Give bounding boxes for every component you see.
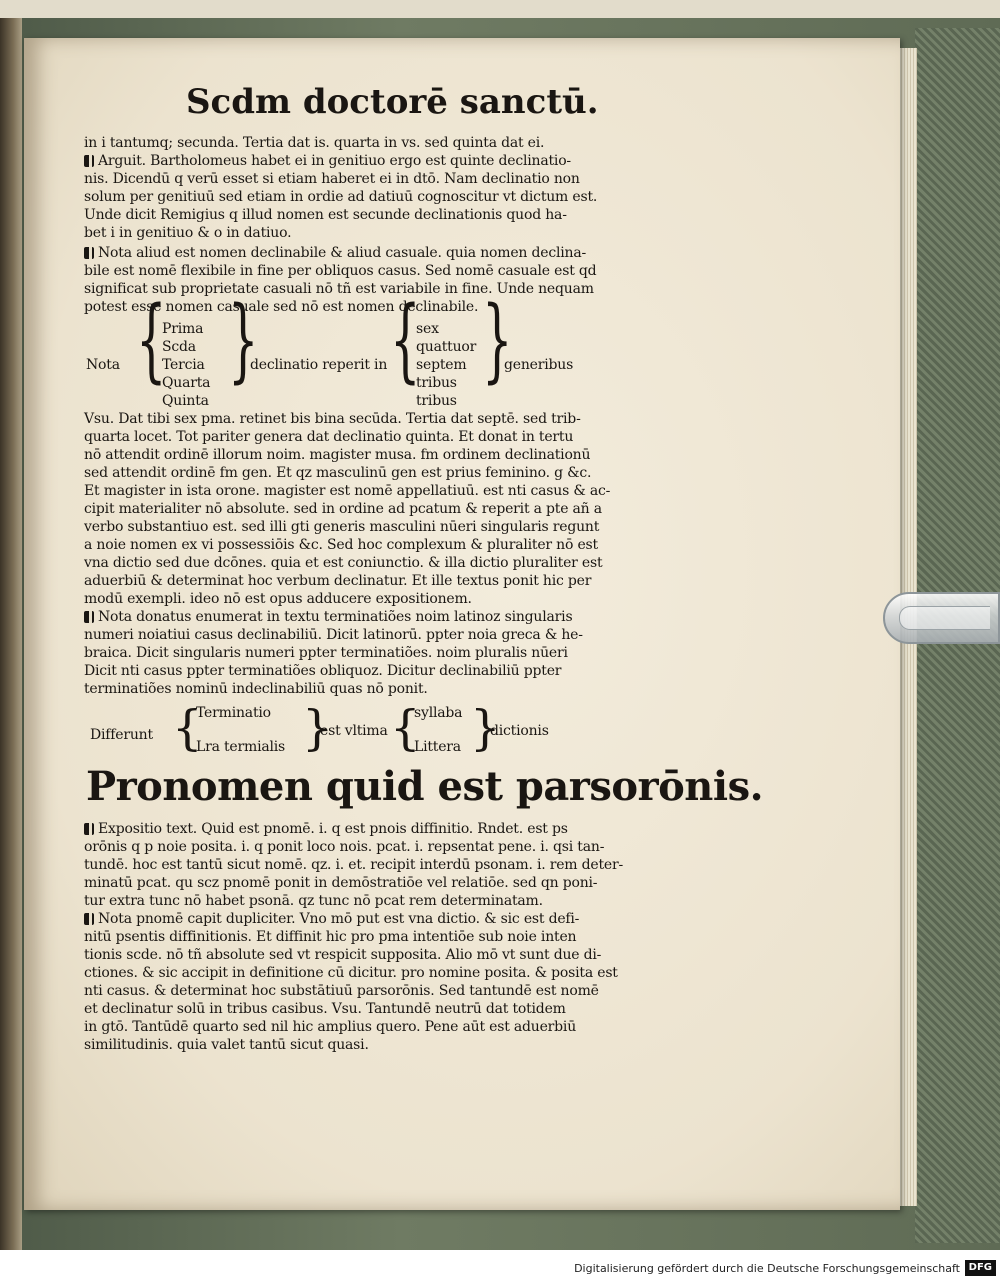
- table-item: Littera: [414, 739, 461, 755]
- table-item: Terminatio: [196, 705, 271, 721]
- table-tail: generibus: [504, 357, 574, 373]
- table-item: quattuor: [416, 339, 477, 355]
- text-line: minatū pcat. qu scz pnomē ponit in demōstratiōe vel relatiōe. sed qn poni-: [84, 875, 598, 891]
- brace-right: }: [470, 700, 501, 756]
- text-line: potest esse nomen casuale sed nō est nomen declinabile.: [84, 299, 479, 315]
- table-item: septem: [416, 357, 467, 373]
- text-line: terminatiões nominū indeclinabiliū quas nō ponit.: [84, 681, 428, 697]
- text-line: tundē. hoc est tantū sicut nomē. qz. i. et. recipit interdū psonam. i. rem deter-: [84, 857, 624, 873]
- text-line: bile est nomē flexibile in fine per obliquos casus. Sed nomē casuale est qd: [84, 263, 597, 279]
- text-line: tur extra tunc nō habet psonā. qz tunc nō pcat rem determinatam.: [84, 893, 543, 909]
- text-line: Unde dicit Remigius q illud nomen est secunde declinationis quod ha-: [84, 207, 567, 223]
- text-line: significat sub proprietate casuali nō tñ est variabile in fine. Unde nequam: [84, 281, 594, 297]
- text-line: quarta locet. Tot pariter genera dat declinatio quinta. Et donat in tertu: [84, 429, 574, 445]
- text-line: orōnis q p noie posita. i. q ponit loco nois. pcat. i. repsentat pene. i. qsi tan-: [84, 839, 605, 855]
- text-line: Et magister in ista orone. magister est nomē appellatiuū. est nti casus & ac-: [84, 483, 611, 499]
- text-line: a noie nomen ex vi possessiōis &c. Sed hoc complexum & pluraliter nō est: [84, 537, 598, 553]
- brace-right: }: [302, 700, 333, 756]
- text-line: Arguit. Bartholomeus habet ei in genitiuo ergo est quinte declinatio-: [98, 153, 571, 169]
- brace-left: {: [390, 700, 421, 756]
- pilcrow-icon: [84, 611, 94, 623]
- brace-left: {: [136, 286, 167, 394]
- table-lead: Differunt: [90, 727, 153, 743]
- text-line: nti casus. & determinat hoc substātiuū parsorōnis. Sed tantundē est nomē: [84, 983, 599, 999]
- pilcrow-icon: [84, 155, 94, 167]
- table-item: syllaba: [414, 705, 463, 721]
- table-item: sex: [416, 321, 439, 337]
- text-line: nis. Dicendū q verū esset si etiam haberet ei in dtō. Nam declinatio non: [84, 171, 580, 187]
- table-item: Prima: [162, 321, 204, 337]
- text-line: Expositio text. Quid est pnomē. i. q est pnois diffinitio. Rndet. est ps: [98, 821, 568, 837]
- text-line: Dicit nti casus ppter terminatiões obliquoz. Dicitur declinabiliū ppter: [84, 663, 562, 679]
- text-line: ctiones. & sic accipit in definitione cū dicitur. pro nomine posita. & posita est: [84, 965, 618, 981]
- text-line: Vsu. Dat tibi sex pma. retinet bis bina secūda. Tertia dat septē. sed trib-: [84, 411, 581, 427]
- table-item: tribus: [416, 393, 457, 409]
- section-title: Pronomen quid est parsorōnis.: [86, 763, 764, 810]
- table-item: Quinta: [162, 393, 209, 409]
- table-middle: declinatio reperit in: [250, 357, 388, 373]
- text-line: tionis scde. nō tñ absolute sed vt respicit supposita. Alio mō vt sunt due di-: [84, 947, 602, 963]
- text-line: in gtō. Tantūdē quarto sed nil hic amplius quero. Pene aūt est aduerbiū: [84, 1019, 577, 1035]
- table-item: Tercia: [162, 357, 205, 373]
- text-line: nō attendit ordinē illorum noim. magister musa. fm ordinem declinationū: [84, 447, 591, 463]
- brace-right: }: [482, 286, 513, 394]
- table-lead: Nota: [86, 357, 120, 373]
- text-line: in i tantumq; secunda. Tertia dat is. quarta in vs. sed quinta dat ei.: [84, 135, 545, 151]
- brace-left: {: [172, 700, 203, 756]
- text-line: cipit materialiter nō absolute. sed in ordine ad pcatum & reperit a pte añ a: [84, 501, 602, 517]
- text-line: verbo substantiuo est. sed illi gti generis masculini nūeri singularis regunt: [84, 519, 600, 535]
- text-line: Nota pnomē capit dupliciter. Vno mō put est vna dictio. & sic est defi-: [98, 911, 580, 927]
- page-clip: [883, 592, 1000, 644]
- text-line: Nota aliud est nomen declinabile & aliud casuale. quia nomen declina-: [98, 245, 587, 261]
- dfg-logo: DFG: [965, 1260, 996, 1276]
- text-line: numeri noiatiui casus declinabiliū. Dicit latinorū. ppter noia greca & he-: [84, 627, 583, 643]
- text-line: Nota donatus enumerat in textu terminatiões noim latinoz singularis: [98, 609, 573, 625]
- running-head: Scdm doctorē sanctū.: [186, 82, 599, 122]
- text-line: similitudinis. quia valet tantū sicut quasi.: [84, 1037, 369, 1053]
- text-line: vna dictio sed due dcōnes. quia et est coniunctio. & illa dictio pluraliter est: [84, 555, 603, 571]
- pilcrow-icon: [84, 913, 94, 925]
- text-line: aduerbiū & determinat hoc verbum declinatur. Et ille textus ponit hic per: [84, 573, 592, 589]
- table-item: tribus: [416, 375, 457, 391]
- footer-credit: Digitalisierung gefördert durch die Deutsche Forschungsgemeinschaft: [574, 1262, 960, 1275]
- brace-right: }: [228, 286, 259, 394]
- table-middle: est vltima: [320, 723, 388, 739]
- text-line: solum per genitiuū sed etiam in ordie ad datiuū cognoscitur vt dictum est.: [84, 189, 598, 205]
- table-item: Quarta: [162, 375, 211, 391]
- text-line: bet i in genitiuo & o in datiuo.: [84, 225, 292, 241]
- table-item: Lra termialis: [196, 739, 286, 755]
- brace-left: {: [390, 286, 421, 394]
- text-line: braica. Dicit singularis numeri ppter terminatiões. noim pluralis nūeri: [84, 645, 568, 661]
- text-line: modū exempli. ideo nō est opus adducere expositionem.: [84, 591, 472, 607]
- text-line: nitū psentis diffinitionis. Et diffinit hic pro pma intentiōe sub noie inten: [84, 929, 577, 945]
- pilcrow-icon: [84, 823, 94, 835]
- left-page-edge: [0, 18, 22, 1250]
- table-item: Scda: [162, 339, 196, 355]
- text-line: sed attendit ordinē fm gen. Et qz masculinū gen est prius feminino. g &c.: [84, 465, 592, 481]
- book-page: [24, 38, 900, 1210]
- text-line: et declinatur solū in tribus casibus. Vsu. Tantundē neutrū dat totidem: [84, 1001, 566, 1017]
- table-tail: dictionis: [490, 723, 549, 739]
- pilcrow-icon: [84, 247, 94, 259]
